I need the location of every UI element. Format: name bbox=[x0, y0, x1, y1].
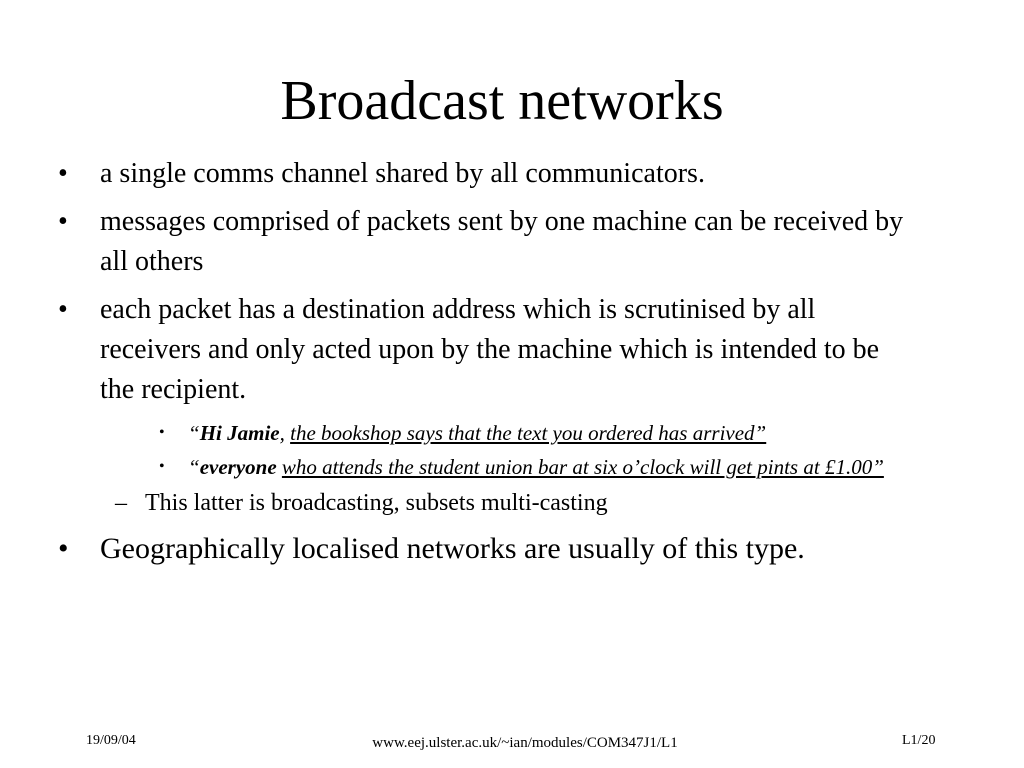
sub-bullet-item bbox=[159, 452, 908, 482]
bullet-item bbox=[58, 528, 920, 570]
message-text: the bookshop says that the text you ordered has arrived” bbox=[290, 421, 767, 445]
slide-content bbox=[58, 154, 958, 578]
bullet-text: Geographically localised networks are usually of this type. bbox=[100, 532, 805, 565]
footer-page-number: L1/20 bbox=[902, 733, 936, 748]
bullet-glyph: • bbox=[58, 294, 68, 325]
dash-glyph: – bbox=[115, 490, 127, 516]
bullet-glyph: • bbox=[58, 158, 68, 189]
sub-bullet-item bbox=[159, 418, 908, 448]
dash-item bbox=[115, 486, 958, 520]
bullet-text: each packet has a destination address which is scrutinised by all receivers and only acted upon by the machine which is intended to be the recipient. bbox=[100, 294, 880, 405]
sub-bullet-glyph: • bbox=[159, 458, 165, 475]
sub-bullet-glyph: • bbox=[159, 424, 165, 441]
bullet-item bbox=[58, 202, 920, 282]
bullet-item bbox=[58, 290, 920, 410]
bullet-text: messages comprised of packets sent by one machine can be received by all others bbox=[100, 206, 904, 277]
footer-date: 19/09/04 bbox=[86, 733, 136, 748]
bullet-glyph: • bbox=[58, 532, 69, 565]
bullet-item bbox=[58, 154, 920, 194]
dash-text: This latter is broadcasting, subsets multi-casting bbox=[145, 490, 608, 516]
separator: , bbox=[279, 421, 291, 445]
open-quote: “ bbox=[188, 421, 200, 445]
open-quote: “ bbox=[188, 455, 200, 479]
bullet-text: a single comms channel shared by all communicators. bbox=[100, 158, 705, 189]
message-text: who attends the student union bar at six o’clock will get pints at £1.00” bbox=[281, 455, 884, 479]
addressee: Hi Jamie bbox=[199, 421, 280, 445]
footer-url: www.eej.ulster.ac.uk/~ian/modules/COM347J1/L1 bbox=[372, 735, 678, 751]
slide-title: Broadcast networks bbox=[280, 70, 724, 132]
addressee: everyone bbox=[199, 455, 277, 479]
bullet-glyph: • bbox=[58, 206, 68, 237]
